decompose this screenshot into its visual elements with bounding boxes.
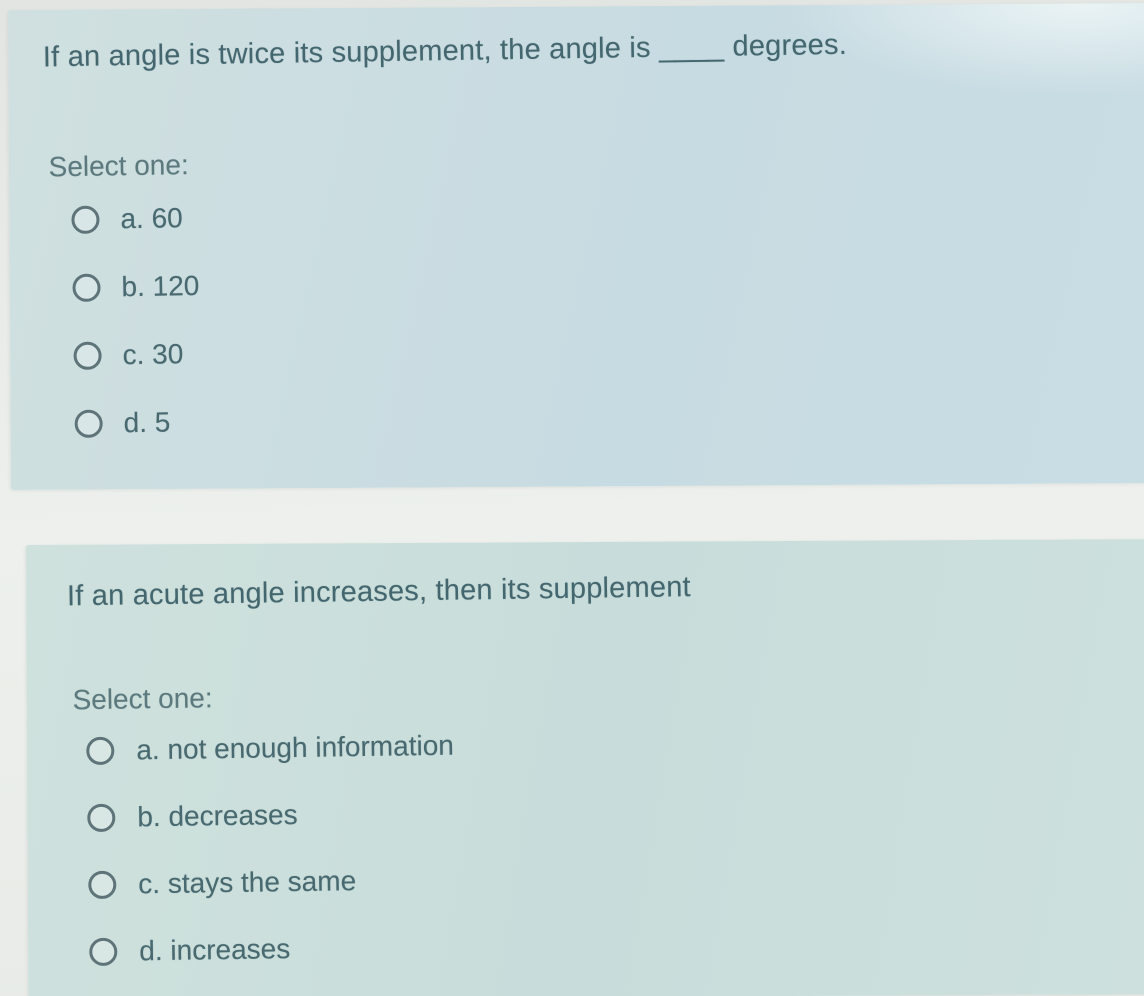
radio-button-icon[interactable] <box>86 737 114 765</box>
radio-button-icon[interactable] <box>72 274 100 302</box>
question-1-content <box>6 0 1144 490</box>
option-label[interactable]: c. stays the same <box>138 865 357 900</box>
question-2-option-b[interactable] <box>87 799 455 832</box>
question-2-select-one-label: Select one: <box>72 682 213 716</box>
radio-button-icon[interactable] <box>74 410 102 438</box>
question-1-option-a[interactable] <box>71 204 198 234</box>
question-card-2 <box>26 539 1144 996</box>
question-1-option-d[interactable] <box>74 408 201 438</box>
question-1-prompt: If an angle is twice its supplement, the angle is ____ degrees. <box>42 28 848 74</box>
option-label[interactable]: b. 120 <box>121 270 200 303</box>
option-label[interactable]: b. decreases <box>137 798 298 833</box>
question-2-content <box>24 528 1144 996</box>
option-label[interactable]: d. increases <box>139 933 291 967</box>
radio-button-icon[interactable] <box>88 871 116 899</box>
question-1-options <box>71 204 201 438</box>
question-1-select-one-label: Select one: <box>48 149 189 183</box>
radio-button-icon[interactable] <box>71 206 99 234</box>
radio-button-icon[interactable] <box>89 938 117 966</box>
question-2-option-a[interactable] <box>86 729 455 766</box>
question-2-option-c[interactable] <box>88 866 456 899</box>
question-card-1 <box>8 3 1144 490</box>
radio-button-icon[interactable] <box>87 804 115 832</box>
option-label[interactable]: a. 60 <box>120 202 183 235</box>
radio-button-icon[interactable] <box>73 342 101 370</box>
question-2-option-d[interactable] <box>89 933 457 966</box>
option-label[interactable]: c. 30 <box>122 338 184 371</box>
question-1-option-b[interactable] <box>72 272 199 302</box>
question-2-prompt: If an acute angle increases, then its supplement <box>66 571 692 613</box>
question-1-option-c[interactable] <box>73 340 200 370</box>
option-label[interactable]: d. 5 <box>123 406 171 439</box>
question-2-options <box>86 729 457 967</box>
option-label[interactable]: a. not enough information <box>136 729 455 766</box>
